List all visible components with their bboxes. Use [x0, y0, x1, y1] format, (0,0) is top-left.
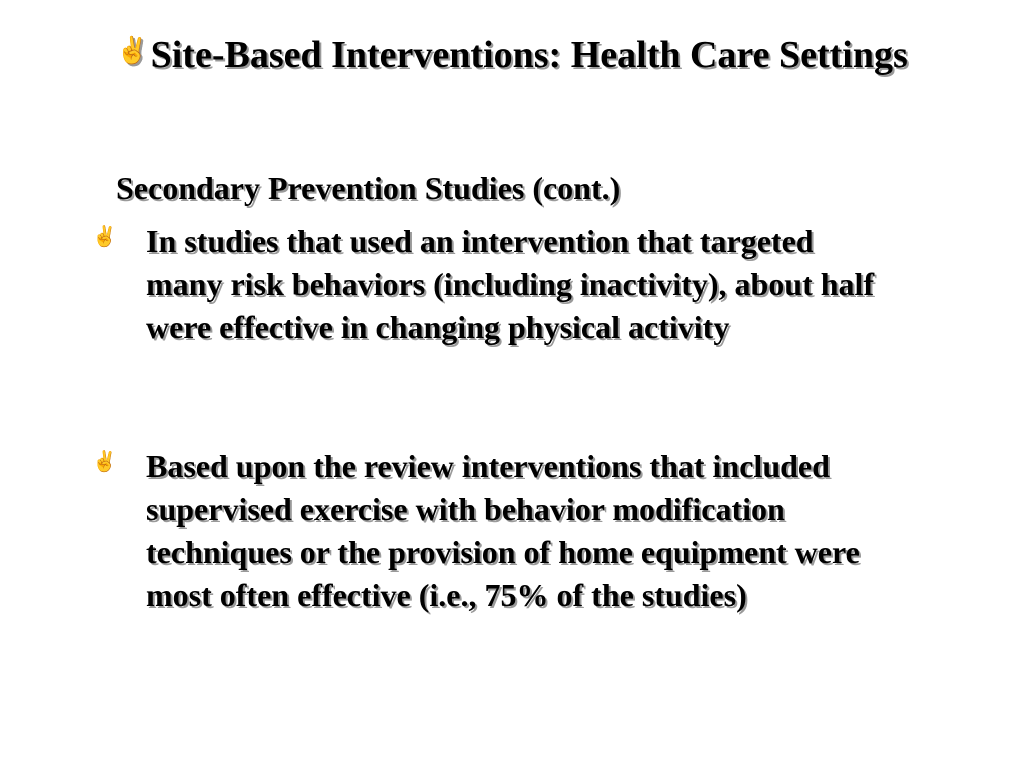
victory-hand-icon: ✌ [116, 36, 149, 65]
section-subheading: Secondary Prevention Studies (cont.) [116, 170, 621, 206]
bullet-text: Based upon the review interventions that included supervised exercise with behavior modification techniques or the provision of home equipment were most often effective (i.e., 75% of the studies) [146, 448, 860, 613]
bullet-item [92, 220, 892, 400]
bullet-item [92, 445, 892, 665]
victory-hand-icon: ✌ [92, 226, 117, 248]
victory-hand-icon: ✌ [92, 451, 117, 473]
bullet-text: In studies that used an intervention that targeted many risk behaviors (including inactivity), about half were effective in changing physical activity [146, 223, 875, 345]
slide-title-text: Site-Based Interventions: Health Care Settings [150, 34, 908, 76]
slide-title [60, 26, 964, 80]
